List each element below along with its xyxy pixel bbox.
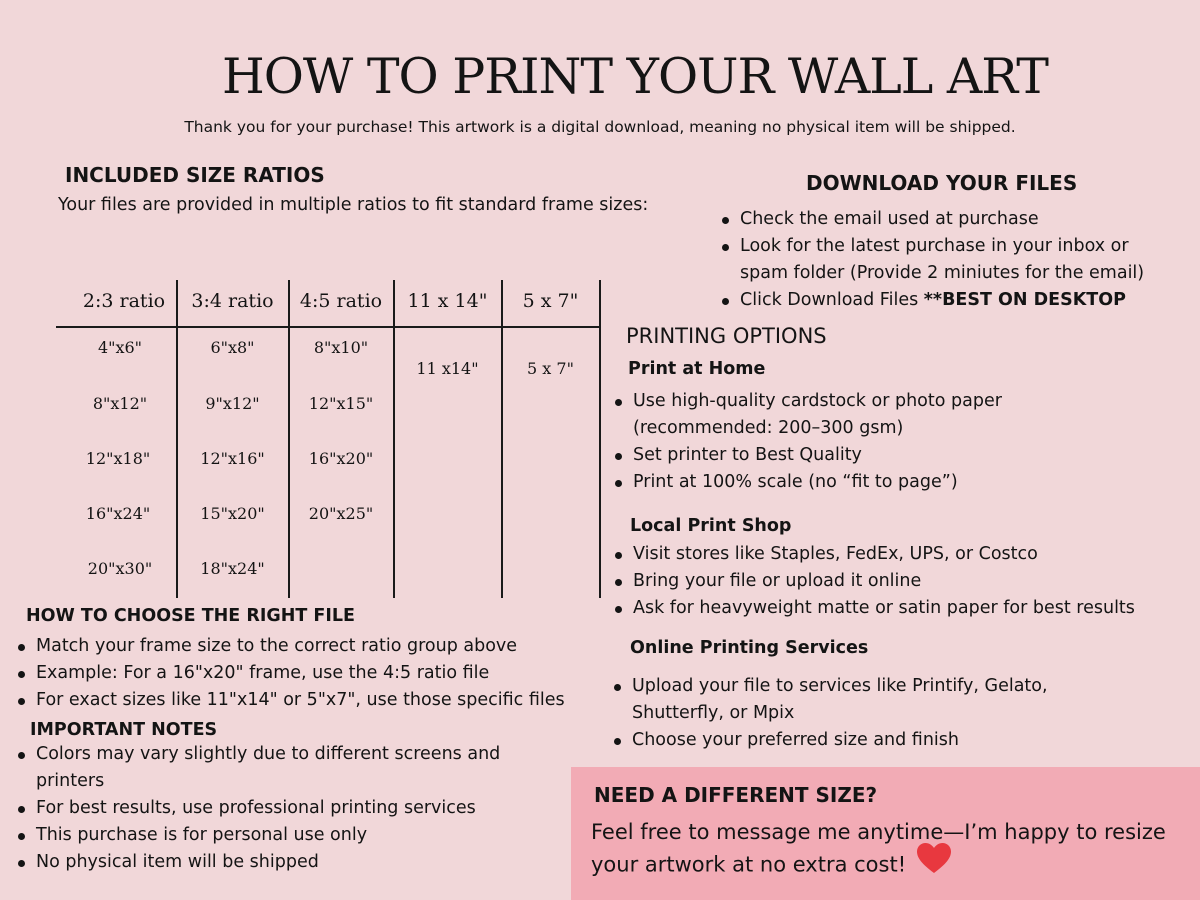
- table-cell: 8"x12": [92, 394, 148, 413]
- choose-file-list: [18, 633, 565, 714]
- table-cell: 12"x16": [200, 449, 265, 468]
- table-cell: 9"x12": [205, 394, 260, 413]
- important-notes-list: [18, 741, 500, 876]
- list-item: [722, 287, 1144, 314]
- list-item-continuation: printers: [36, 771, 105, 791]
- heart-icon: [916, 842, 952, 883]
- list-item: No physical item will be shipped: [18, 849, 500, 876]
- table-header-rule: [56, 326, 601, 328]
- resize-callout-line: Feel free to message me anytime—I’m happy to resize: [591, 820, 1166, 844]
- online-printing-heading: Online Printing Services: [630, 638, 869, 658]
- list-item: For best results, use professional printing services: [18, 795, 500, 822]
- table-cell: 16"x20": [308, 449, 374, 468]
- resize-callout-line-wrap: [591, 848, 1166, 883]
- online-printing-list: [614, 673, 1048, 754]
- best-on-desktop-note: **BEST ON DESKTOP: [923, 290, 1126, 310]
- table-header-cell: 3:4 ratio: [191, 290, 274, 312]
- table-header-cell: 2:3 ratio: [82, 290, 166, 312]
- table-header-cell: 4:5 ratio: [299, 290, 383, 312]
- ratio-table: [56, 280, 601, 598]
- table-cell: 16"x24": [85, 504, 151, 523]
- choose-file-heading: HOW TO CHOOSE THE RIGHT FILE: [26, 606, 355, 626]
- download-instruction: Click Download Files: [740, 290, 924, 310]
- list-item: Set printer to Best Quality: [615, 442, 1002, 469]
- print-at-home-list: [615, 388, 1002, 496]
- table-cell: 8"x10": [313, 338, 369, 357]
- list-item: Check the email used at purchase: [722, 206, 1144, 233]
- page-subtitle: Thank you for your purchase! This artwork is a digital download, meaning no physical item will be shipped.: [184, 118, 1016, 136]
- table-cell: 15"x20": [200, 504, 265, 523]
- list-item: Look for the latest purchase in your inbox or: [722, 233, 1144, 260]
- resize-callout-body: [591, 817, 1166, 883]
- list-item: Upload your file to services like Printify, Gelato,: [614, 673, 1048, 700]
- table-cell: 12"x18": [85, 449, 151, 468]
- list-item: Visit stores like Staples, FedEx, UPS, or Costco: [615, 541, 1135, 568]
- list-item: Match your frame size to the correct ratio group above: [18, 633, 565, 660]
- included-sizes-intro: Your files are provided in multiple ratios to fit standard frame sizes:: [58, 195, 649, 215]
- table-cell: 20"x25": [308, 504, 374, 523]
- resize-callout: [571, 767, 1200, 900]
- important-notes-heading: IMPORTANT NOTES: [30, 720, 218, 740]
- local-print-shop-heading: Local Print Shop: [630, 516, 792, 536]
- list-item: Ask for heavyweight matte or satin paper for best results: [615, 595, 1135, 622]
- list-item: Example: For a 16"x20" frame, use the 4:5 ratio file: [18, 660, 565, 687]
- print-at-home-heading: Print at Home: [628, 359, 766, 379]
- list-item-continuation: (recommended: 200–300 gsm): [633, 418, 904, 438]
- table-cell: 18"x24": [200, 559, 265, 578]
- table-cell: 6"x8": [210, 338, 255, 357]
- list-item-continuation: Shutterfly, or Mpix: [632, 703, 795, 723]
- page-title: HOW TO PRINT YOUR WALL ART: [222, 48, 1048, 105]
- table-cell: 4"x6": [97, 338, 143, 357]
- download-files-list: [722, 206, 1144, 314]
- list-item: This purchase is for personal use only: [18, 822, 500, 849]
- table-cell: 5 x 7": [527, 359, 574, 378]
- column-divider: [176, 280, 178, 598]
- local-print-shop-list: [615, 541, 1135, 622]
- column-divider: [393, 280, 395, 598]
- table-header-cell: 5 x 7": [522, 290, 579, 312]
- included-sizes-heading: INCLUDED SIZE RATIOS: [65, 163, 325, 187]
- list-item: Bring your file or upload it online: [615, 568, 1135, 595]
- download-files-heading: DOWNLOAD YOUR FILES: [806, 171, 1078, 195]
- list-item: Use high-quality cardstock or photo paper: [615, 388, 1002, 415]
- list-item: Print at 100% scale (no “fit to page”): [615, 469, 1002, 496]
- list-item-continuation: spam folder (Provide 2 miniutes for the email): [740, 263, 1145, 283]
- table-cell: 20"x30": [87, 559, 153, 578]
- table-cell: 11 x14": [416, 359, 479, 378]
- column-divider: [288, 280, 290, 598]
- column-divider: [599, 280, 601, 598]
- resize-callout-heading: NEED A DIFFERENT SIZE?: [594, 783, 878, 807]
- column-divider: [501, 280, 503, 598]
- list-item: Choose your preferred size and finish: [614, 727, 1048, 754]
- printing-options-heading: PRINTING OPTIONS: [626, 324, 827, 348]
- list-item: For exact sizes like 11"x14" or 5"x7", use those specific files: [18, 687, 565, 714]
- resize-callout-line: your artwork at no extra cost!: [591, 852, 907, 877]
- table-cell: 12"x15": [308, 394, 374, 413]
- list-item: Colors may vary slightly due to different screens and: [18, 741, 500, 768]
- table-header-cell: 11 x 14": [407, 290, 488, 312]
